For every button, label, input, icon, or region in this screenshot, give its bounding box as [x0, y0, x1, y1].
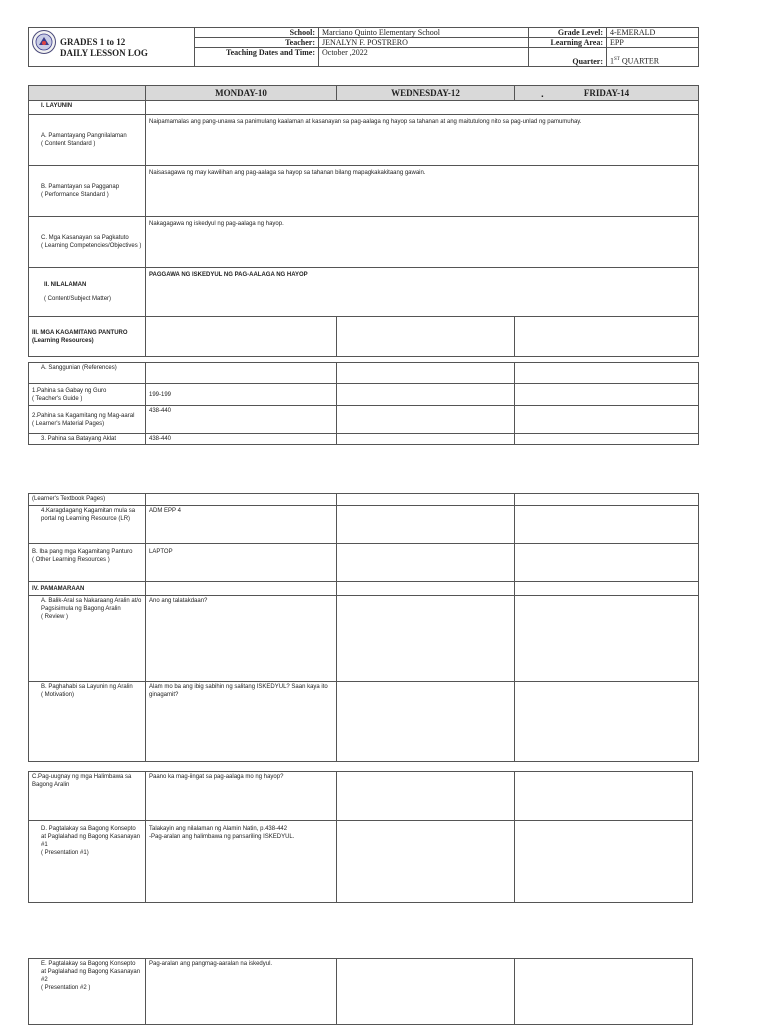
day-header-wednesday: WEDNESDAY-12 — [337, 86, 515, 101]
school-value: Marciano Quinto Elementary School — [319, 28, 529, 38]
content-standard-label: A. Pamantayang Pangnilalaman ( Content Standard ) — [29, 115, 146, 166]
presentation1-text: Talakayin ang nilalaman ng Alamin Natin, p.438-442 -Pag-aralan ang halimbawa ng pansariling ISKEDYUL. — [146, 821, 337, 903]
review-label: A. Balik-Aral sa Nakaraang Aralin at/o Pagsisimula ng Bagong Aralin ( Review ) — [29, 596, 146, 682]
day-header-friday: FRIDAY-14 — [515, 86, 699, 101]
procedures-label: IV. PAMAMARAAN — [29, 582, 146, 596]
lesson-table-procedures — [28, 493, 699, 762]
examples-label: C.Pag-uugnay ng mga Halimbawa sa Bagong Aralin — [29, 772, 146, 821]
textbook-pages-label: (Learner's Textbook Pages) — [29, 494, 146, 506]
content-standard-text: Naipamamalas ang pang-unawa sa panimulang kaalaman at kasanayan sa pag-aalaga ng hayop sa tahanan at ang maitutulong nito sa pag-unlad ng pamumuhay. — [146, 115, 699, 166]
school-label: School: — [195, 28, 319, 38]
motivation-label: B. Paghahabi sa Layunin ng Aralin ( Motivation) — [29, 682, 146, 762]
teaching-dates-value: October ,2022 — [319, 48, 529, 67]
learning-area-value: EPP — [607, 38, 699, 48]
learning-area-label: Learning Area: — [529, 38, 607, 48]
presentation1-label: D. Pagtalakay sa Bagong Konsepto at Paglalahad ng Bagong Kasanayan #1 ( Presentation #1) — [29, 821, 146, 903]
grade-level-value: 4-EMERALD — [607, 28, 699, 38]
review-text: Ano ang talatakdaan? — [146, 596, 337, 682]
performance-standard-text: Naisasagawa ng may kawilihan ang pag-aalaga sa hayop sa tahanan bilang mapagkakakitaang gawain. — [146, 166, 699, 217]
motivation-text: Alam mo ba ang ibig sabihin ng salitang ISKEDYUL? Saan kaya ito ginagamit? — [146, 682, 337, 762]
stray-dot: . — [541, 89, 544, 100]
teacher-label: Teacher: — [195, 38, 319, 48]
other-resources-text: LAPTOP — [146, 544, 337, 582]
references-label: A. Sanggunian (References) — [29, 363, 146, 384]
lesson-table-objectives — [28, 85, 699, 357]
teaching-dates-label: Teaching Dates and Time: — [195, 48, 319, 67]
grade-level-label: Grade Level: — [529, 28, 607, 38]
competencies-label: C. Mga Kasanayan sa Pagkatuto ( Learning Competencies/Objectives ) — [29, 217, 146, 268]
presentation2-label: E. Pagtalakay sa Bagong Konsepto at Paglalahad ng Bagong Kasanayan #2 ( Presentation #2 ) — [29, 959, 146, 1025]
teachers-guide-label: 1.Pahina sa Gabay ng Guro ( Teacher's Guide ) — [29, 384, 146, 406]
lr-portal-text: ADM EPP 4 — [146, 506, 337, 544]
performance-standard-label: B. Pamantayan sa Pagganap ( Performance Standard ) — [29, 166, 146, 217]
logo-title: GRADES 1 to 12 — [60, 37, 126, 47]
header-info-table — [28, 27, 699, 67]
lesson-table-references — [28, 362, 699, 445]
nilalaman-text: PAGGAWA NG ISKEDYUL NG PAG-AALAGA NG HAYOP — [146, 268, 699, 317]
examples-text: Paano ka mag-iingat sa pag-aalaga mo ng hayop? — [146, 772, 337, 821]
day-header-monday: MONDAY-10 — [146, 86, 337, 101]
logo-subtitle: DAILY LESSON LOG — [60, 48, 148, 58]
quarter-label: Quarter: — [529, 48, 607, 67]
nilalaman-label: II. NILALAMAN ( Content/Subject Matter) — [29, 268, 146, 317]
competencies-text: Nakagagawa ng iskedyul ng pag-aalaga ng hayop. — [146, 217, 699, 268]
learning-resources-label: III. MGA KAGAMITANG PANTURO (Learning Resources) — [29, 317, 146, 357]
other-resources-label: B. Iba pang mga Kagamitang Panturo ( Other Learning Resources ) — [29, 544, 146, 582]
teachers-guide-pages: 199-199 — [146, 384, 337, 406]
learners-material-label: 2.Pahina sa Kagamitang ng Mag-aaral ( Learner's Material Pages) — [29, 406, 146, 434]
presentation2-text: Pag-aralan ang pangmag-aaralan na iskedyul. — [146, 959, 337, 1025]
textbook-label: 3. Pahina sa Batayang Aklat — [29, 434, 146, 445]
textbook-pages: 438-440 — [146, 434, 337, 445]
teacher-value: JENALYN F. POSTRERO — [319, 38, 529, 48]
lesson-table-presentation — [28, 771, 693, 903]
lr-portal-label: 4.Karagdagang Kagamitan mula sa portal ng Learning Resource (LR) — [29, 506, 146, 544]
layunin-label: I. LAYUNIN — [29, 101, 146, 115]
quarter-value: 1ST QUARTER — [607, 48, 699, 67]
learners-material-pages: 438-440 — [146, 406, 337, 434]
lesson-table-presentation2 — [28, 958, 693, 1025]
